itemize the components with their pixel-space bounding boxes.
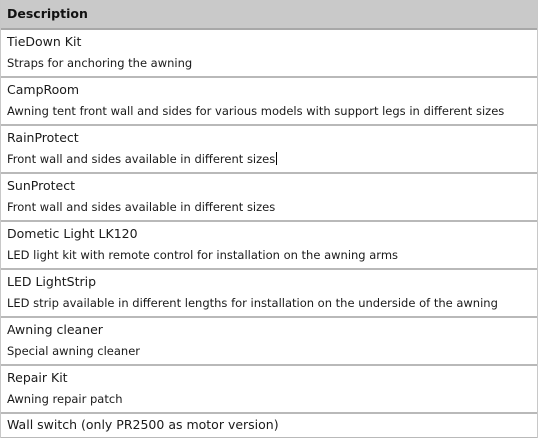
table-row	[1, 414, 537, 438]
table-row	[1, 174, 537, 222]
item-description: Awning repair patch	[7, 392, 123, 406]
item-name: CampRoom	[7, 82, 80, 97]
item-name: RainProtect	[7, 130, 79, 145]
table-header-description: Description	[1, 0, 537, 30]
table-row	[1, 222, 537, 270]
text-cursor	[276, 152, 277, 165]
table-row	[1, 126, 537, 174]
table-row	[1, 318, 537, 366]
item-name: Awning cleaner	[7, 322, 103, 337]
item-name: TieDown Kit	[7, 34, 82, 49]
item-name: Wall switch (only PR2500 as motor version)	[7, 417, 279, 432]
item-name: SunProtect	[7, 178, 75, 193]
table-row	[1, 366, 537, 414]
item-description: Awning tent front wall and sides for various models with support legs in different sizes	[7, 104, 505, 118]
item-name: Dometic Light LK120	[7, 226, 138, 241]
table-row	[1, 30, 537, 78]
item-description: Special awning cleaner	[7, 344, 141, 358]
table-row	[1, 78, 537, 126]
item-name: Repair Kit	[7, 370, 68, 385]
item-description-text: Front wall and sides available in different sizes	[7, 152, 276, 166]
item-description: Front wall and sides available in different sizes	[7, 200, 276, 214]
item-description: LED strip available in different lengths for installation on the underside of the awning	[7, 296, 498, 310]
item-description: Straps for anchoring the awning	[7, 56, 193, 70]
table-row	[1, 270, 537, 318]
item-description-editable[interactable]	[7, 152, 537, 166]
item-name: LED LightStrip	[7, 274, 97, 289]
item-description: LED light kit with remote control for installation on the awning arms	[7, 248, 399, 262]
